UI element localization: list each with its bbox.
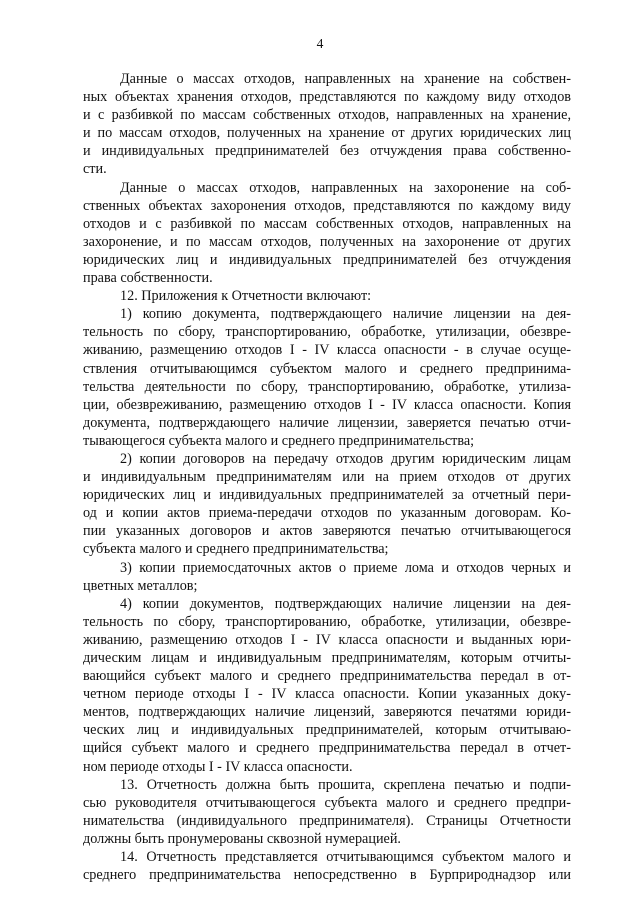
text-line: и индивидуальных предпринимателей без отчуждения права собственно- (83, 143, 571, 160)
text-line: 14. Отчетность представляется отчитывающимся субъектом малого и (120, 849, 571, 866)
text-line: и индивидуальным предпринимателям или на прием отходов от других (83, 469, 571, 486)
text-line: вающийся субъект малого и среднего предпринимательства передал в от- (83, 668, 571, 685)
page-number: 4 (316, 36, 324, 51)
text-line: тывающегося субъекта малого и среднего предпринимательства; (83, 432, 475, 449)
text-line: пии указанных договоров и актов заверяются печатью отчитывающегося (83, 523, 571, 540)
text-line: дическим лицам и индивидуальным предпринимателям, которым отчиты- (83, 650, 571, 666)
text-line: юридических лиц и индивидуальных предпринимателей без отчуждения (83, 251, 571, 268)
text-line: и с разбивкой по массам собственных отходов, направленных на хранение, (83, 107, 571, 124)
text-line: ствления отчитывающимся субъектом малого и среднего предпринима- (83, 360, 571, 377)
text-line: ных объектах хранения отходов, представляются по каждому виду отходов (83, 89, 571, 106)
text-line: Данные о массах отходов, направленных на захоронение на соб- (120, 179, 571, 196)
text-line: ментов, подтверждающих наличие лицензий, заверяются печатями юриди- (83, 704, 571, 721)
text-line: четном периоде отходы I - IV класса опасности. Копии указанных доку- (83, 686, 571, 703)
text-line: 1) копию документа, подтверждающего наличие лицензии на дея- (120, 306, 571, 323)
text-line: документа, подтверждающего наличие лицензии, заверяется печатью отчи- (83, 414, 571, 431)
text-line: 3) копии приемосдаточных актов о приеме лома и отходов черных и (120, 559, 571, 576)
text-line: живанию, размещению отходов I - IV класса опасности - в случае осуще- (83, 342, 571, 359)
text-line: и по массам отходов, полученных на хранение от других юридических лиц (83, 125, 571, 142)
text-line: субъекта малого и среднего предпринимательства; (83, 541, 389, 558)
text-line: 4) копии документов, подтверждающих наличие лицензии на дея- (120, 595, 571, 612)
text-line: юридических лиц и индивидуальных предпринимателей за отчетный пери- (83, 487, 571, 504)
text-line: сти. (83, 161, 107, 178)
text-line: ном периоде отходы I - IV класса опасности. (83, 758, 353, 775)
text-line: 12. Приложения к Отчетности включают: (120, 288, 372, 305)
text-line: тельность по сбору, транспортированию, обработке, утилизации, обезвре- (83, 613, 571, 630)
text-line: живанию, размещению отходов I - IV класса опасности и выданных юри- (83, 631, 571, 648)
text-line: нимательства (индивидуального предпринимателя). Страницы Отчетности (83, 812, 571, 829)
text-line: щийся субъект малого и среднего предпринимательства передал в отчет- (83, 740, 571, 757)
text-line: сью руководителя отчитывающегося субъекта малого и среднего предпри- (83, 794, 571, 811)
text-line: отходов и с разбивкой по массам собственных отходов, направленных на (83, 215, 571, 232)
text-line: должны быть пронумерованы сквозной нумерацией. (83, 830, 401, 847)
document-body (83, 70, 571, 884)
text-line: среднего предпринимательства непосредственно в Бурприроднадзор или (83, 867, 571, 884)
text-line: Данные о массах отходов, направленных на хранение на собствен- (120, 71, 571, 87)
text-line: ственных объектах захоронения отходов, представляются по каждому виду (83, 197, 571, 214)
text-line: цветных металлов; (83, 577, 198, 594)
text-line: 13. Отчетность должна быть прошита, скреплена печатью и подпи- (120, 776, 571, 793)
text-line: права собственности. (83, 270, 213, 287)
text-line: ческих лиц и индивидуальных предпринимателей, которым отчитываю- (83, 722, 571, 739)
text-line: захоронение, и по массам отходов, полученных на захоронение от других (83, 233, 571, 250)
text-line: 2) копии договоров на передачу отходов другим юридическим лицам (120, 450, 571, 467)
text-line: ции, обезвреживанию, размещению отходов I - IV класса опасности. Копия (83, 396, 571, 413)
text-line: од и копии актов приема-передачи отходов по указанным договорам. Ко- (83, 505, 571, 522)
text-line: тельства деятельности по сбору, транспортированию, обработке, утилиза- (83, 378, 571, 395)
text-line: тельность по сбору, транспортированию, обработке, утилизации, обезвре- (83, 324, 571, 341)
